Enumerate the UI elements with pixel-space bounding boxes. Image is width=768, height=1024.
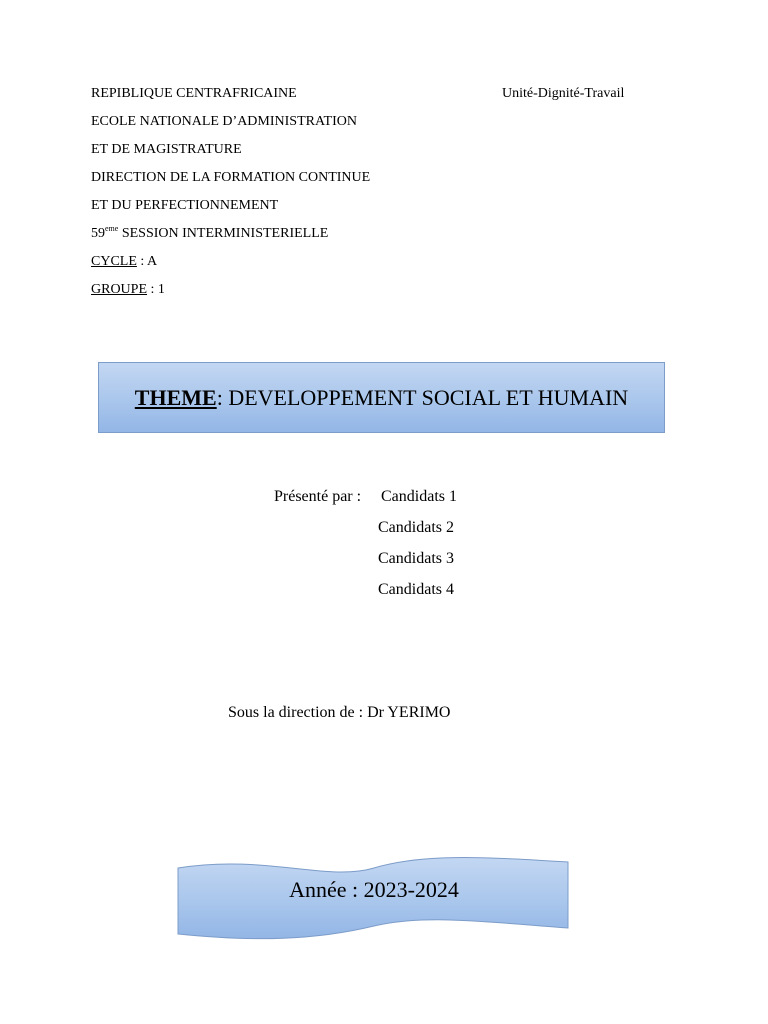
- groupe-label: GROUPE: [91, 282, 148, 297]
- theme-label: THEME: [134, 384, 217, 410]
- session-line: [91, 226, 328, 242]
- direction-line2: ET DU PERFECTIONNEMENT: [91, 198, 279, 213]
- academic-year: Année : 2023-2024: [289, 877, 459, 902]
- session-number: 59: [91, 226, 105, 241]
- country-name: REPIBLIQUE CENTRAFRICAINE: [91, 86, 297, 101]
- session-text: SESSION INTERMINISTERIELLE: [118, 226, 329, 241]
- theme-title: : DEVELOPPEMENT SOCIAL ET HUMAIN: [216, 384, 629, 410]
- supervision-line: Sous la direction de : Dr YERIMO: [228, 704, 451, 721]
- groupe-value: : 1: [147, 282, 165, 297]
- candidate-4: Candidats 4: [378, 581, 454, 598]
- cycle-value: : A: [136, 254, 158, 269]
- presented-by-label: Présenté par :: [274, 488, 362, 505]
- cycle-label: CYCLE: [91, 254, 137, 269]
- theme-box: [98, 362, 665, 433]
- candidate-1: Candidats 1: [381, 488, 457, 505]
- groupe-line: [91, 282, 165, 298]
- direction-line1: DIRECTION DE LA FORMATION CONTINUE: [91, 170, 371, 185]
- national-motto: Unité-Dignité-Travail: [502, 86, 625, 101]
- candidate-3: Candidats 3: [378, 550, 454, 567]
- session-suffix: eme: [105, 224, 119, 233]
- candidate-2: Candidats 2: [378, 519, 454, 536]
- cycle-line: [91, 254, 157, 270]
- school-name-line2: ET DE MAGISTRATURE: [91, 142, 242, 157]
- school-name-line1: ECOLE NATIONALE D’ADMINISTRATION: [91, 114, 357, 129]
- year-banner: [176, 856, 572, 940]
